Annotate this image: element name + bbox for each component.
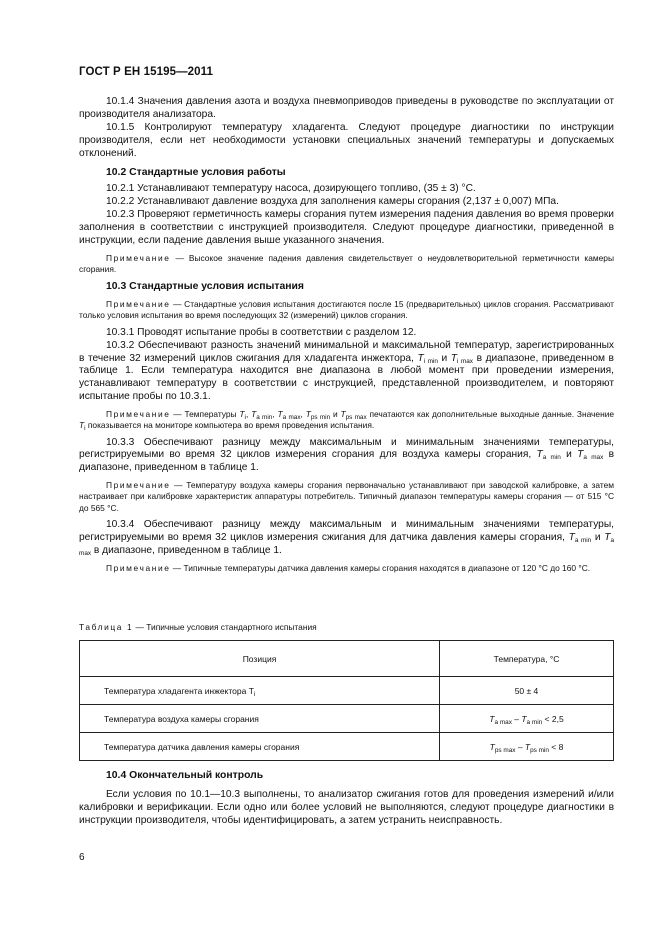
table-caption: Таблица 1 — Типичные условия стандартного испытания	[79, 622, 317, 632]
document-header: ГОСТ Р ЕН 15195—2011	[79, 66, 214, 78]
paragraph-10-1-4: 10.1.4 Значения давления азота и воздуха пневмоприводов приведены в руководстве по эксплуатации от производителя анализатора.	[79, 96, 614, 120]
note-2: Примечание — Стандартные условия испытания достигаются после 15 (предварительных) циклов сгорания. Рассматривают только условия испытания во время последующих 32 (измерений) циклов сгорания.	[79, 299, 614, 321]
heading-10-2: 10.2 Стандартные условия работы	[106, 166, 286, 178]
table-cell-position: Температура хладагента инжектора $T_i$	[80, 677, 440, 705]
paragraph-10-4: Если условия по 10.1—10.3 выполнены, то анализатор сжигания готов для проведения измерений и/или калибровки и верификации. Если одно или более условий не выполняются, следуют процедуре диагностики в инструкции производителя, чтобы идентифицировать, а затем устранить неисправность.	[79, 789, 614, 826]
paragraph-10-3-1: 10.3.1 Проводят испытание пробы в соответствии с разделом 12.	[106, 326, 417, 338]
paragraph-10-3-3: 10.3.3 Обеспечивают разницу между максимальным и минимальным значениями температуры, регистрируемыми во время 32 циклов измерения сгорания для воздуха камеры сгорания, $T_{a min}$ и $T_{a max}$ в диапазоне, приведенном в таблице 1.	[79, 436, 615, 474]
paragraph-10-1-5: 10.1.5 Контролируют температуру хладагента. Следуют процедуре диагностики по инструкции производителя, если нет необходимости установки специальных значений температуры и допускаемых отклонений.	[79, 121, 614, 159]
paragraph-10-3-4: 10.3.4 Обеспечивают разницу между максимальным и минимальным значениями температуры, регистрируемыми во время 32 циклов измерения сжигания для датчика давления камеры сгорания, $T_{a min}$ и $T_{a max}$ в диапазоне, приведенном в таблице 1.	[79, 518, 614, 557]
table-row	[80, 705, 614, 733]
page-number: 6	[79, 852, 85, 863]
paragraph-10-2-2: 10.2.2 Устанавливают давление воздуха для заполнения камеры сгорания (2,137 ± 0,007) МПа.	[106, 196, 559, 208]
table-cell-position: Температура датчика давления камеры сгорания	[80, 733, 440, 761]
note-4: Примечание — Температуру воздуха камеры сгорания первоначально устанавливают при заводской калибровке, а затем настраивает при калибровке характеристик аппаратуры потребитель. Типичный диапазон температуры камеры сгорания — от 515 °С до 565 °С.	[79, 480, 614, 513]
table-row	[80, 733, 614, 761]
paragraph-10-2-1: 10.2.1 Устанавливают температуру насоса, дозирующего топливо, (35 ± 3) °С.	[106, 183, 476, 195]
conditions-table	[79, 640, 614, 761]
table-cell-value: $T_{ps max} - T_{ps min} < 8$	[440, 733, 614, 761]
note-3: Примечание — Температуры $T_i$, $T_{a min}$, $T_{a max}$, $T_{ps min}$ и $T_{ps max}$ печатаются как дополнительные выходные данные. Значение $T_i$ показывается на мониторе компьютера во время проведения испытания.	[79, 409, 615, 433]
heading-10-4: 10.4 Окончательный контроль	[106, 770, 264, 781]
paragraph-10-3-2: 10.3.2 Обеспечивают разность значений минимальной и максимальной температур, зарегистрированных в течение 32 измерений циклов сжигания для хладагента инжектора, $T_{i min}$ и $T_{i max}$ в диапазоне, приведенном в таблице 1. Если температура находится вне диапазона в любой момент при проведении измерения, устанавливают температуру в соответствии с инструкцией, представленной производителем, и повторяют испытание пробы по 10.3.1.	[79, 339, 614, 403]
heading-10-3: 10.3 Стандартные условия испытания	[106, 281, 304, 293]
main-content	[79, 96, 614, 579]
column-header-temperature: Температура, °С	[440, 641, 614, 677]
paragraph-10-2-3: 10.2.3 Проверяют герметичность камеры сгорания путем измерения падения давления во время проверки заполнения в соответствии с инструкцией производителя. Следуют процедуре диагностики, приведенной в инструкции, если падение давления выше указанного значения.	[79, 209, 614, 247]
table-row	[80, 677, 614, 705]
note-5: Примечание — Типичные температуры датчика давления камеры сгорания находятся в диапазоне от 120 °С до 160 °С.	[106, 562, 591, 573]
table-cell-value: $T_{a max} - T_{a min} < 2,5$	[440, 705, 614, 733]
table-header-row	[80, 641, 614, 677]
note-1: Примечание — Высокое значение падения давления свидетельствует о неудовлетворительной герметичности камеры сгорания.	[79, 252, 614, 275]
column-header-position: Позиция	[80, 641, 440, 677]
table-cell-value: 50 ± 4	[440, 677, 614, 705]
table-cell-position: Температура воздуха камеры сгорания	[80, 705, 440, 733]
